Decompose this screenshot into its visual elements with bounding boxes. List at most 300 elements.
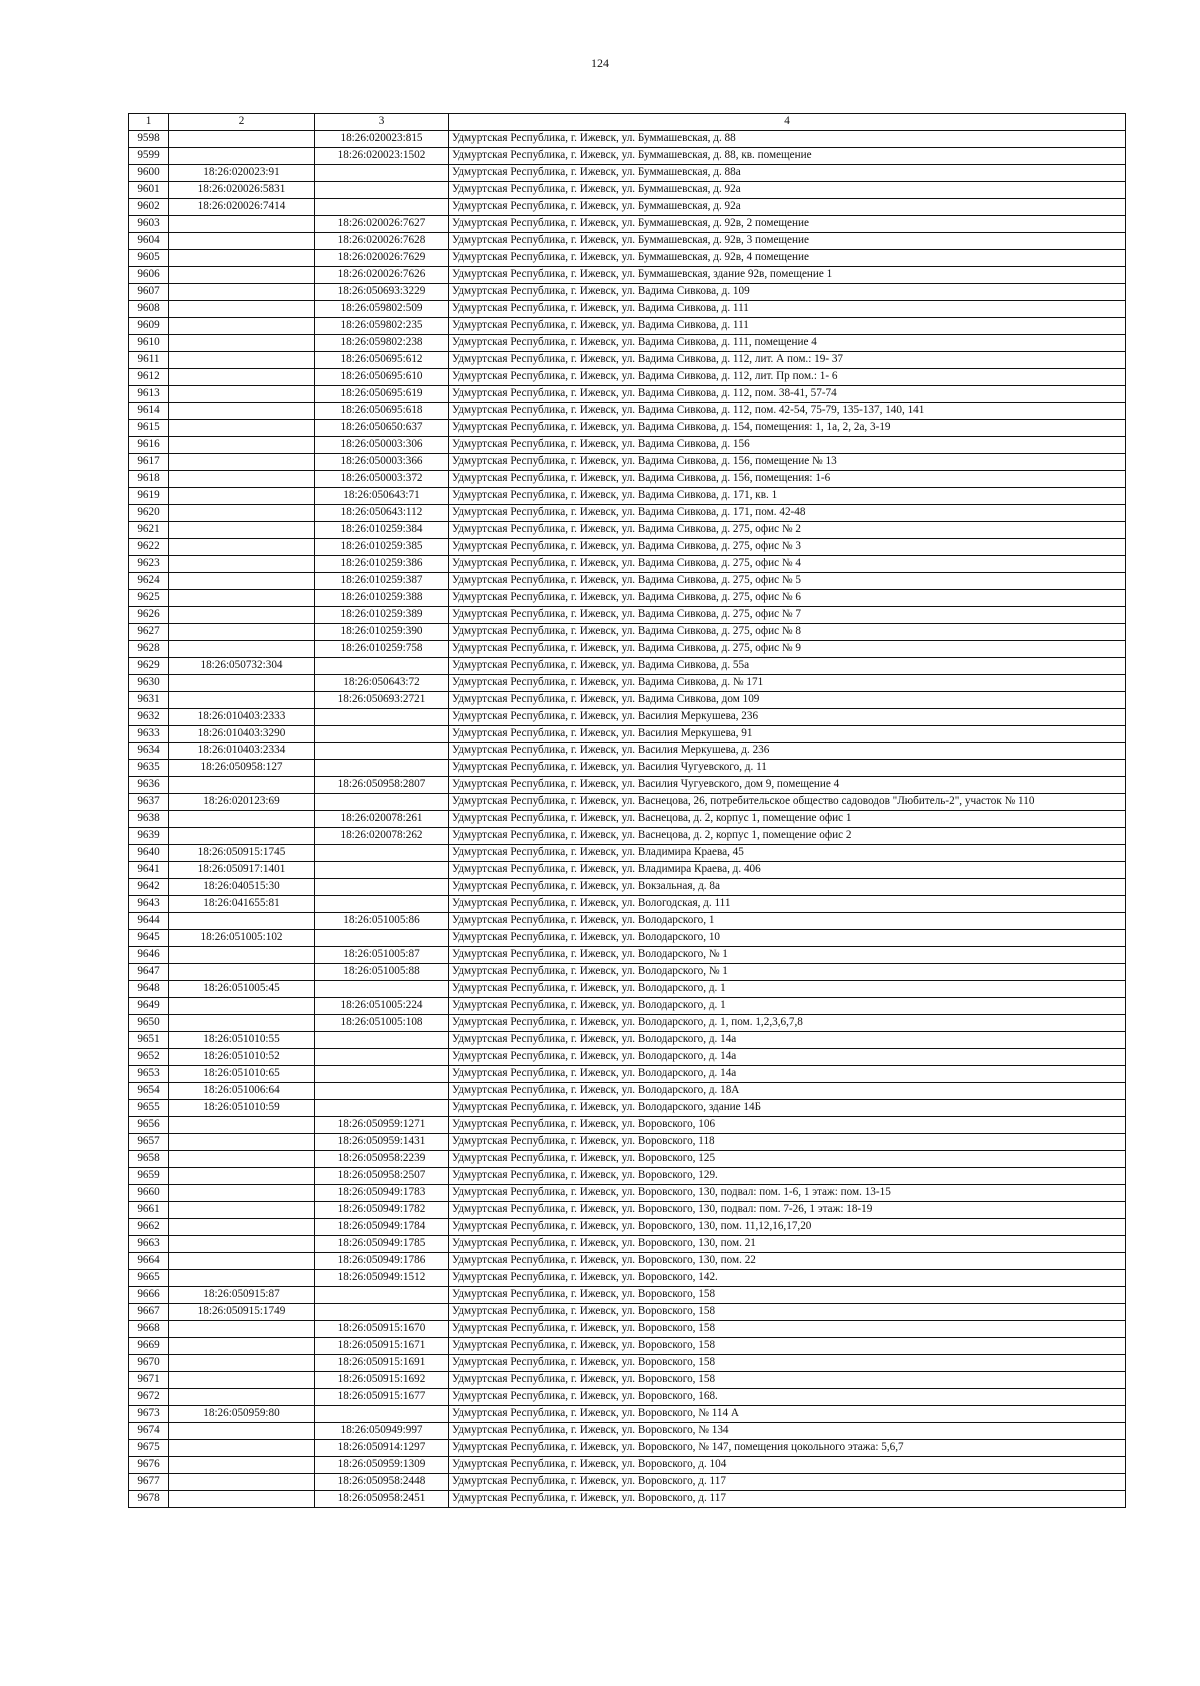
row-number: 9641	[129, 862, 169, 879]
address: Удмуртская Республика, г. Ижевск, ул. Воровского, 168.	[449, 1389, 1126, 1406]
cadastral-number-premises: 18:26:050693:3229	[315, 284, 449, 301]
row-number: 9654	[129, 1083, 169, 1100]
address: Удмуртская Республика, г. Ижевск, ул. Вадима Сивкова, д. 171, кв. 1	[449, 488, 1126, 505]
cadastral-number-premises: 18:26:050643:72	[315, 675, 449, 692]
table-row	[129, 352, 1126, 369]
address: Удмуртская Республика, г. Ижевск, ул. Воровского, 129.	[449, 1168, 1126, 1185]
table-row	[129, 1355, 1126, 1372]
cadastral-number-land	[169, 947, 315, 964]
address: Удмуртская Республика, г. Ижевск, ул. Вадима Сивкова, д. 275, офис № 2	[449, 522, 1126, 539]
cadastral-number-land	[169, 1185, 315, 1202]
table-row	[129, 335, 1126, 352]
cadastral-number-premises: 18:26:050915:1677	[315, 1389, 449, 1406]
address: Удмуртская Республика, г. Ижевск, ул. Вокзальная, д. 8а	[449, 879, 1126, 896]
table-row	[129, 624, 1126, 641]
cadastral-number-land	[169, 556, 315, 573]
table-row	[129, 879, 1126, 896]
cadastral-number-premises: 18:26:050003:372	[315, 471, 449, 488]
cadastral-number-land	[169, 624, 315, 641]
cadastral-number-premises: 18:26:010259:386	[315, 556, 449, 573]
row-number: 9650	[129, 1015, 169, 1032]
row-number: 9661	[129, 1202, 169, 1219]
cadastral-number-premises: 18:26:050914:1297	[315, 1440, 449, 1457]
row-number: 9627	[129, 624, 169, 641]
address: Удмуртская Республика, г. Ижевск, ул. Воровского, 158	[449, 1304, 1126, 1321]
address: Удмуртская Республика, г. Ижевск, ул. Володарского, 10	[449, 930, 1126, 947]
cadastral-number-premises: 18:26:020026:7626	[315, 267, 449, 284]
row-number: 9640	[129, 845, 169, 862]
address: Удмуртская Республика, г. Ижевск, ул. Воровского, 130, пом. 22	[449, 1253, 1126, 1270]
registry-table-body	[129, 114, 1126, 1508]
table-row	[129, 369, 1126, 386]
address: Удмуртская Республика, г. Ижевск, ул. Буммашевская, д. 88	[449, 131, 1126, 148]
table-row	[129, 437, 1126, 454]
row-number: 9624	[129, 573, 169, 590]
table-row	[129, 386, 1126, 403]
cadastral-number-land	[169, 1270, 315, 1287]
row-number: 9643	[129, 896, 169, 913]
address: Удмуртская Республика, г. Ижевск, ул. Воровского, 106	[449, 1117, 1126, 1134]
table-row	[129, 862, 1126, 879]
row-number: 9633	[129, 726, 169, 743]
cadastral-number-premises: 18:26:051005:224	[315, 998, 449, 1015]
address: Удмуртская Республика, г. Ижевск, ул. Вадима Сивкова, дом 109	[449, 692, 1126, 709]
cadastral-number-premises: 18:26:010259:384	[315, 522, 449, 539]
table-row	[129, 1338, 1126, 1355]
cadastral-number-land	[169, 131, 315, 148]
address: Удмуртская Республика, г. Ижевск, ул. Вадима Сивкова, д. 275, офис № 6	[449, 590, 1126, 607]
cadastral-number-premises: 18:26:010259:758	[315, 641, 449, 658]
cadastral-number-land	[169, 1236, 315, 1253]
table-row	[129, 267, 1126, 284]
cadastral-number-land	[169, 335, 315, 352]
row-number: 9671	[129, 1372, 169, 1389]
cadastral-number-land	[169, 1372, 315, 1389]
table-row	[129, 1423, 1126, 1440]
table-row	[129, 539, 1126, 556]
cadastral-number-premises: 18:26:050915:1692	[315, 1372, 449, 1389]
address: Удмуртская Республика, г. Ижевск, ул. Воровского, 142.	[449, 1270, 1126, 1287]
table-row	[129, 1202, 1126, 1219]
cadastral-number-land: 18:26:051006:64	[169, 1083, 315, 1100]
cadastral-number-premises: 18:26:020078:262	[315, 828, 449, 845]
cadastral-number-land	[169, 1491, 315, 1508]
cadastral-number-premises	[315, 862, 449, 879]
cadastral-number-land: 18:26:010403:2334	[169, 743, 315, 760]
address: Удмуртская Республика, г. Ижевск, ул. Воровского, 158	[449, 1287, 1126, 1304]
cadastral-number-land	[169, 403, 315, 420]
row-number: 9613	[129, 386, 169, 403]
cadastral-number-premises	[315, 896, 449, 913]
table-row	[129, 250, 1126, 267]
cadastral-number-premises	[315, 1032, 449, 1049]
row-number: 9652	[129, 1049, 169, 1066]
row-number: 9621	[129, 522, 169, 539]
row-number: 9617	[129, 454, 169, 471]
row-number: 9646	[129, 947, 169, 964]
row-number: 9601	[129, 182, 169, 199]
cadastral-number-land	[169, 250, 315, 267]
cadastral-number-land	[169, 777, 315, 794]
cadastral-number-premises	[315, 1406, 449, 1423]
table-row	[129, 454, 1126, 471]
cadastral-number-premises: 18:26:050958:2239	[315, 1151, 449, 1168]
table-row	[129, 811, 1126, 828]
cadastral-number-premises: 18:26:050695:619	[315, 386, 449, 403]
address: Удмуртская Республика, г. Ижевск, ул. Вологодская, д. 111	[449, 896, 1126, 913]
cadastral-number-land	[169, 811, 315, 828]
table-row	[129, 1168, 1126, 1185]
address: Удмуртская Республика, г. Ижевск, ул. Василия Чугуевского, дом 9, помещение 4	[449, 777, 1126, 794]
cadastral-number-land	[169, 1219, 315, 1236]
address: Удмуртская Республика, г. Ижевск, ул. Вадима Сивкова, д. 156, помещения: 1-6	[449, 471, 1126, 488]
table-row	[129, 216, 1126, 233]
cadastral-number-land: 18:26:051005:45	[169, 981, 315, 998]
row-number: 9659	[129, 1168, 169, 1185]
table-row	[129, 777, 1126, 794]
cadastral-number-land	[169, 1440, 315, 1457]
table-row	[129, 148, 1126, 165]
column-number-4: 4	[449, 114, 1126, 131]
address: Удмуртская Республика, г. Ижевск, ул. Воровского, 130, подвал: пом. 1-6, 1 этаж: пом. 13-15	[449, 1185, 1126, 1202]
cadastral-number-premises: 18:26:050695:610	[315, 369, 449, 386]
table-row	[129, 1372, 1126, 1389]
row-number: 9602	[129, 199, 169, 216]
cadastral-number-land: 18:26:051005:102	[169, 930, 315, 947]
table-row	[129, 1440, 1126, 1457]
address: Удмуртская Республика, г. Ижевск, ул. Вадима Сивкова, д. 154, помещения: 1, 1а, 2, 2а, 3-19	[449, 420, 1126, 437]
table-row	[129, 641, 1126, 658]
row-number: 9606	[129, 267, 169, 284]
cadastral-number-premises	[315, 981, 449, 998]
address: Удмуртская Республика, г. Ижевск, ул. Воровского, 158	[449, 1338, 1126, 1355]
address: Удмуртская Республика, г. Ижевск, ул. Володарского, д. 14а	[449, 1032, 1126, 1049]
cadastral-number-premises: 18:26:051005:86	[315, 913, 449, 930]
address: Удмуртская Республика, г. Ижевск, ул. Вадима Сивкова, д. 156, помещение № 13	[449, 454, 1126, 471]
table-row	[129, 794, 1126, 811]
table-row	[129, 1457, 1126, 1474]
cadastral-number-land: 18:26:050958:127	[169, 760, 315, 777]
cadastral-number-premises: 18:26:050958:2807	[315, 777, 449, 794]
cadastral-number-premises	[315, 879, 449, 896]
cadastral-number-premises: 18:26:050958:2448	[315, 1474, 449, 1491]
address: Удмуртская Республика, г. Ижевск, ул. Володарского, д. 1, пом. 1,2,3,6,7,8	[449, 1015, 1126, 1032]
cadastral-number-premises: 18:26:010259:389	[315, 607, 449, 624]
row-number: 9598	[129, 131, 169, 148]
address: Удмуртская Республика, г. Ижевск, ул. Воровского, № 134	[449, 1423, 1126, 1440]
address: Удмуртская Республика, г. Ижевск, ул. Василия Чугуевского, д. 11	[449, 760, 1126, 777]
table-row	[129, 522, 1126, 539]
cadastral-number-land	[169, 692, 315, 709]
row-number: 9614	[129, 403, 169, 420]
cadastral-number-premises: 18:26:050695:612	[315, 352, 449, 369]
cadastral-number-land	[169, 267, 315, 284]
cadastral-number-premises: 18:26:050695:618	[315, 403, 449, 420]
cadastral-number-premises: 18:26:050949:1782	[315, 1202, 449, 1219]
table-row	[129, 1304, 1126, 1321]
table-row	[129, 403, 1126, 420]
address: Удмуртская Республика, г. Ижевск, ул. Воровского, д. 117	[449, 1474, 1126, 1491]
row-number: 9628	[129, 641, 169, 658]
address: Удмуртская Республика, г. Ижевск, ул. Вадима Сивкова, д. 156	[449, 437, 1126, 454]
table-row	[129, 896, 1126, 913]
column-number-2: 2	[169, 114, 315, 131]
cadastral-number-premises: 18:26:010259:387	[315, 573, 449, 590]
table-row	[129, 420, 1126, 437]
address: Удмуртская Республика, г. Ижевск, ул. Буммашевская, д. 92а	[449, 182, 1126, 199]
cadastral-number-premises	[315, 1100, 449, 1117]
cadastral-number-land: 18:26:051010:65	[169, 1066, 315, 1083]
table-row	[129, 726, 1126, 743]
cadastral-number-land: 18:26:020023:91	[169, 165, 315, 182]
cadastral-number-land	[169, 386, 315, 403]
cadastral-number-land	[169, 233, 315, 250]
cadastral-number-premises: 18:26:050693:2721	[315, 692, 449, 709]
cadastral-number-premises: 18:26:020078:261	[315, 811, 449, 828]
table-row	[129, 1287, 1126, 1304]
row-number: 9622	[129, 539, 169, 556]
cadastral-number-land: 18:26:040515:30	[169, 879, 315, 896]
cadastral-number-land: 18:26:020123:69	[169, 794, 315, 811]
table-row	[129, 1185, 1126, 1202]
row-number: 9675	[129, 1440, 169, 1457]
table-row	[129, 471, 1126, 488]
cadastral-number-land: 18:26:050732:304	[169, 658, 315, 675]
cadastral-number-land	[169, 913, 315, 930]
address: Удмуртская Республика, г. Ижевск, ул. Вадима Сивкова, д. 112, лит. А пом.: 19- 37	[449, 352, 1126, 369]
cadastral-number-land	[169, 964, 315, 981]
row-number: 9649	[129, 998, 169, 1015]
cadastral-number-premises: 18:26:050958:2507	[315, 1168, 449, 1185]
address: Удмуртская Республика, г. Ижевск, ул. Воровского, 130, подвал: пом. 7-26, 1 этаж: 18-19	[449, 1202, 1126, 1219]
cadastral-number-premises: 18:26:050949:1783	[315, 1185, 449, 1202]
table-row	[129, 1321, 1126, 1338]
cadastral-number-premises	[315, 726, 449, 743]
row-number: 9632	[129, 709, 169, 726]
table-row	[129, 1083, 1126, 1100]
address: Удмуртская Республика, г. Ижевск, ул. Вадима Сивкова, д. 275, офис № 7	[449, 607, 1126, 624]
cadastral-number-premises: 18:26:050949:1512	[315, 1270, 449, 1287]
row-number: 9608	[129, 301, 169, 318]
row-number: 9673	[129, 1406, 169, 1423]
address: Удмуртская Республика, г. Ижевск, ул. Володарского, № 1	[449, 964, 1126, 981]
cadastral-number-premises: 18:26:050650:637	[315, 420, 449, 437]
address: Удмуртская Республика, г. Ижевск, ул. Вадима Сивкова, д. 275, офис № 3	[449, 539, 1126, 556]
table-row	[129, 505, 1126, 522]
row-number: 9609	[129, 318, 169, 335]
cadastral-number-land	[169, 675, 315, 692]
cadastral-number-premises	[315, 199, 449, 216]
cadastral-number-land	[169, 522, 315, 539]
cadastral-number-land: 18:26:051010:52	[169, 1049, 315, 1066]
cadastral-number-premises: 18:26:050958:2451	[315, 1491, 449, 1508]
cadastral-number-premises: 18:26:051005:88	[315, 964, 449, 981]
row-number: 9626	[129, 607, 169, 624]
address: Удмуртская Республика, г. Ижевск, ул. Воровского, № 114 А	[449, 1406, 1126, 1423]
row-number: 9615	[129, 420, 169, 437]
address: Удмуртская Республика, г. Ижевск, ул. Вадима Сивкова, д. 111	[449, 301, 1126, 318]
address: Удмуртская Республика, г. Ижевск, ул. Володарского, д. 1	[449, 981, 1126, 998]
table-row	[129, 607, 1126, 624]
cadastral-number-premises: 18:26:059802:509	[315, 301, 449, 318]
table-row	[129, 1066, 1126, 1083]
table-row	[129, 1491, 1126, 1508]
column-number-1: 1	[129, 114, 169, 131]
cadastral-number-land	[169, 148, 315, 165]
address: Удмуртская Республика, г. Ижевск, ул. Воровского, д. 104	[449, 1457, 1126, 1474]
column-number-row	[129, 114, 1126, 131]
address: Удмуртская Республика, г. Ижевск, ул. Володарского, здание 14Б	[449, 1100, 1126, 1117]
row-number: 9605	[129, 250, 169, 267]
table-row	[129, 964, 1126, 981]
row-number: 9603	[129, 216, 169, 233]
address: Удмуртская Республика, г. Ижевск, ул. Вадима Сивкова, д. 275, офис № 9	[449, 641, 1126, 658]
registry-table	[128, 113, 1126, 1508]
table-row	[129, 1219, 1126, 1236]
address: Удмуртская Республика, г. Ижевск, ул. Воровского, 118	[449, 1134, 1126, 1151]
row-number: 9634	[129, 743, 169, 760]
address: Удмуртская Республика, г. Ижевск, ул. Вадима Сивкова, д. 112, пом. 42-54, 75-79, 135-137, 140, 141	[449, 403, 1126, 420]
table-row	[129, 182, 1126, 199]
row-number: 9668	[129, 1321, 169, 1338]
row-number: 9667	[129, 1304, 169, 1321]
row-number: 9677	[129, 1474, 169, 1491]
row-number: 9672	[129, 1389, 169, 1406]
row-number: 9665	[129, 1270, 169, 1287]
row-number: 9599	[129, 148, 169, 165]
row-number: 9656	[129, 1117, 169, 1134]
cadastral-number-land	[169, 1474, 315, 1491]
cadastral-number-land	[169, 641, 315, 658]
table-row	[129, 658, 1126, 675]
address: Удмуртская Республика, г. Ижевск, ул. Вадима Сивкова, д. 275, офис № 4	[449, 556, 1126, 573]
address: Удмуртская Республика, г. Ижевск, ул. Вадима Сивкова, д. 171, пом. 42-48	[449, 505, 1126, 522]
cadastral-number-land	[169, 437, 315, 454]
cadastral-number-land	[169, 352, 315, 369]
address: Удмуртская Республика, г. Ижевск, ул. Володарского, д. 1	[449, 998, 1126, 1015]
row-number: 9647	[129, 964, 169, 981]
table-row	[129, 284, 1126, 301]
cadastral-number-premises	[315, 1049, 449, 1066]
cadastral-number-land	[169, 420, 315, 437]
row-number: 9635	[129, 760, 169, 777]
address: Удмуртская Республика, г. Ижевск, ул. Василия Меркушева, д. 236	[449, 743, 1126, 760]
address: Удмуртская Республика, г. Ижевск, ул. Воровского, 130, пом. 21	[449, 1236, 1126, 1253]
table-row	[129, 1049, 1126, 1066]
table-row	[129, 1253, 1126, 1270]
cadastral-number-premises: 18:26:010259:385	[315, 539, 449, 556]
table-row	[129, 709, 1126, 726]
table-row	[129, 1474, 1126, 1491]
table-row	[129, 675, 1126, 692]
cadastral-number-premises: 18:26:010259:390	[315, 624, 449, 641]
row-number: 9655	[129, 1100, 169, 1117]
address: Удмуртская Республика, г. Ижевск, ул. Вадима Сивкова, д. 275, офис № 5	[449, 573, 1126, 590]
cadastral-number-premises: 18:26:051005:108	[315, 1015, 449, 1032]
table-row	[129, 1236, 1126, 1253]
address: Удмуртская Республика, г. Ижевск, ул. Володарского, 1	[449, 913, 1126, 930]
cadastral-number-premises: 18:26:020026:7627	[315, 216, 449, 233]
cadastral-number-premises: 18:26:020026:7629	[315, 250, 449, 267]
row-number: 9620	[129, 505, 169, 522]
cadastral-number-land	[169, 607, 315, 624]
row-number: 9629	[129, 658, 169, 675]
cadastral-number-premises	[315, 182, 449, 199]
cadastral-number-premises	[315, 709, 449, 726]
row-number: 9610	[129, 335, 169, 352]
row-number: 9611	[129, 352, 169, 369]
row-number: 9625	[129, 590, 169, 607]
row-number: 9676	[129, 1457, 169, 1474]
table-row	[129, 1406, 1126, 1423]
cadastral-number-premises: 18:26:020023:815	[315, 131, 449, 148]
cadastral-number-premises: 18:26:050003:306	[315, 437, 449, 454]
address: Удмуртская Республика, г. Ижевск, ул. Вадима Сивкова, д. 112, лит. Пр пом.: 1- 6	[449, 369, 1126, 386]
table-row	[129, 556, 1126, 573]
row-number: 9678	[129, 1491, 169, 1508]
table-row	[129, 1134, 1126, 1151]
table-row	[129, 165, 1126, 182]
cadastral-number-land	[169, 1117, 315, 1134]
row-number: 9607	[129, 284, 169, 301]
cadastral-number-land	[169, 573, 315, 590]
address: Удмуртская Республика, г. Ижевск, ул. Владимира Краева, 45	[449, 845, 1126, 862]
cadastral-number-premises	[315, 760, 449, 777]
row-number: 9669	[129, 1338, 169, 1355]
cadastral-number-land	[169, 1338, 315, 1355]
row-number: 9618	[129, 471, 169, 488]
table-row	[129, 1389, 1126, 1406]
address: Удмуртская Республика, г. Ижевск, ул. Васнецова, д. 2, корпус 1, помещение офис 2	[449, 828, 1126, 845]
cadastral-number-land	[169, 590, 315, 607]
row-number: 9604	[129, 233, 169, 250]
table-row	[129, 199, 1126, 216]
cadastral-number-premises: 18:26:050949:1784	[315, 1219, 449, 1236]
cadastral-number-premises: 18:26:059802:238	[315, 335, 449, 352]
address: Удмуртская Республика, г. Ижевск, ул. Буммашевская, здание 92в, помещение 1	[449, 267, 1126, 284]
row-number: 9674	[129, 1423, 169, 1440]
row-number: 9664	[129, 1253, 169, 1270]
row-number: 9619	[129, 488, 169, 505]
cadastral-number-land	[169, 1151, 315, 1168]
cadastral-number-premises: 18:26:050949:1786	[315, 1253, 449, 1270]
cadastral-number-land: 18:26:050917:1401	[169, 862, 315, 879]
cadastral-number-land: 18:26:050959:80	[169, 1406, 315, 1423]
row-number: 9660	[129, 1185, 169, 1202]
cadastral-number-premises	[315, 1083, 449, 1100]
cadastral-number-premises	[315, 1287, 449, 1304]
cadastral-number-land	[169, 1321, 315, 1338]
address: Удмуртская Республика, г. Ижевск, ул. Буммашевская, д. 92в, 3 помещение	[449, 233, 1126, 250]
cadastral-number-premises: 18:26:059802:235	[315, 318, 449, 335]
address: Удмуртская Республика, г. Ижевск, ул. Воровского, 158	[449, 1355, 1126, 1372]
cadastral-number-premises: 18:26:050949:1785	[315, 1236, 449, 1253]
row-number: 9638	[129, 811, 169, 828]
cadastral-number-land: 18:26:041655:81	[169, 896, 315, 913]
address: Удмуртская Республика, г. Ижевск, ул. Володарского, д. 18А	[449, 1083, 1126, 1100]
row-number: 9642	[129, 879, 169, 896]
address: Удмуртская Республика, г. Ижевск, ул. Володарского, д. 14а	[449, 1066, 1126, 1083]
row-number: 9653	[129, 1066, 169, 1083]
address: Удмуртская Республика, г. Ижевск, ул. Вадима Сивкова, д. 275, офис № 8	[449, 624, 1126, 641]
table-row	[129, 828, 1126, 845]
address: Удмуртская Республика, г. Ижевск, ул. Владимира Краева, д. 406	[449, 862, 1126, 879]
row-number: 9637	[129, 794, 169, 811]
address: Удмуртская Республика, г. Ижевск, ул. Василия Меркушева, 236	[449, 709, 1126, 726]
cadastral-number-land: 18:26:050915:1745	[169, 845, 315, 862]
cadastral-number-premises: 18:26:050959:1309	[315, 1457, 449, 1474]
cadastral-number-land	[169, 471, 315, 488]
